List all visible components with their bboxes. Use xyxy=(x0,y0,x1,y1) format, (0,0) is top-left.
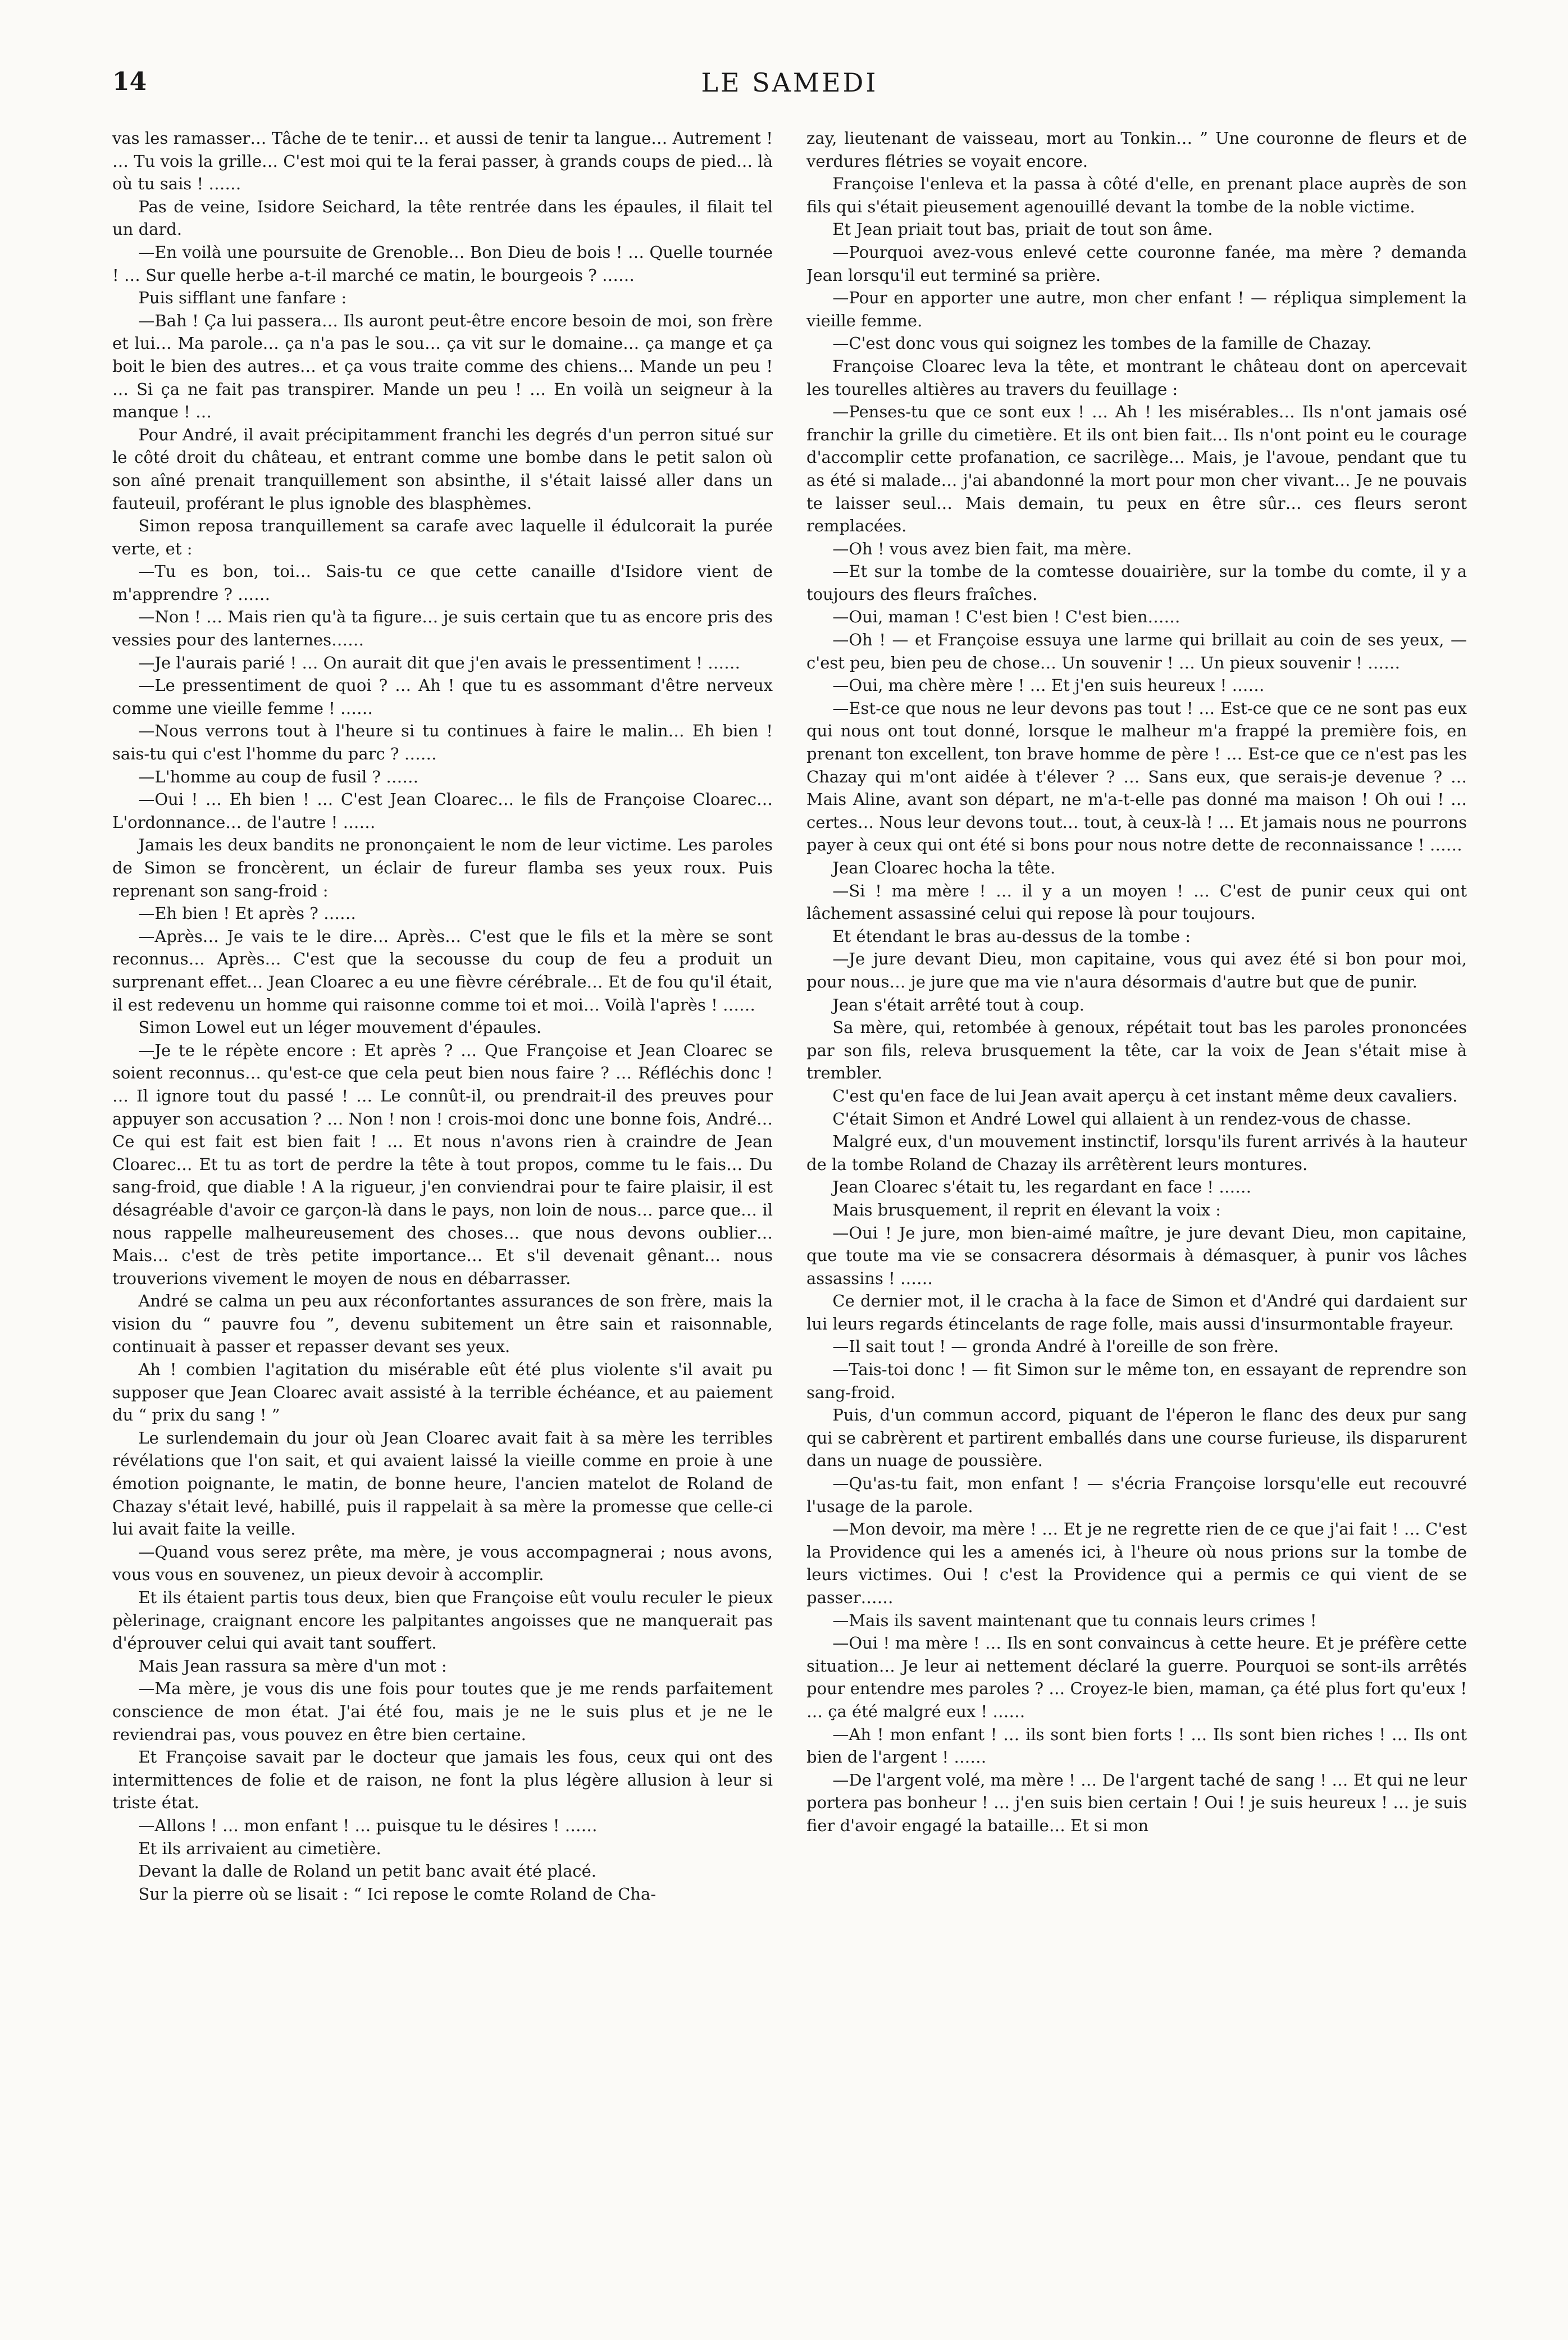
paragraph: —Tu es bon, toi… Sais-tu ce que cette canaille d'Isidore vient de m'apprendre ? …… xyxy=(112,562,773,604)
paragraph: Pour André, il avait précipitamment franchi les degrés d'un perron situé sur le côté droit du château, et entrant comme une bombe dans le petit salon où son aîné prenait tranquillement son absinthe, il s'était laissé aller dans un fauteuil, proférant le plus ignoble des blasphèmes. xyxy=(112,425,773,513)
paragraph: —Oui, maman ! C'est bien ! C'est bien…… xyxy=(832,607,1180,627)
paragraph: —Et sur la tombe de la comtesse douairière, sur la tombe du comte, il y a toujours des fleurs fraîches. xyxy=(806,562,1467,604)
paragraph: Sur la pierre où se lisait : “ Ici repose le comte Roland de Cha- xyxy=(138,1884,657,1904)
paragraph: —L'homme au coup de fusil ? …… xyxy=(138,767,419,786)
paragraph: —Oui ! Je jure, mon bien-aimé maître, je jure devant Dieu, mon capitaine, que toute ma vie se consacrera désormais à démasquer, à punir vos lâches assassins ! …… xyxy=(806,1223,1467,1288)
paragraph: zay, lieutenant de vaisseau, mort au Tonkin… ” Une couronne de fleurs et de verdures flétries se voyait encore. xyxy=(806,129,1467,171)
paragraph: Ah ! combien l'agitation du misérable eût été plus violente s'il avait pu supposer que Jean Cloarec avait assisté à la terrible échéance, et au paiement du “ prix du sang ! ” xyxy=(112,1360,773,1425)
paragraph: Devant la dalle de Roland un petit banc avait été placé. xyxy=(138,1861,597,1881)
paragraph: Malgré eux, d'un mouvement instinctif, lorsqu'ils furent arrivés à la hauteur de la tombe Roland de Chazay ils arrêtèrent leurs montures. xyxy=(806,1132,1467,1174)
page-header xyxy=(112,67,1467,101)
paragraph: —En voilà une poursuite de Grenoble… Bon Dieu de bois ! … Quelle tournée ! … Sur quelle herbe a-t-il marché ce matin, le bourgeois ? …… xyxy=(112,242,773,285)
paragraph: Et Françoise savait par le docteur que jamais les fous, ceux qui ont des intermittences de folie et de raison, ne font la plus légère allusion à leur si triste état. xyxy=(112,1747,773,1813)
paragraph: Ce dernier mot, il le cracha à la face de Simon et d'André qui dardaient sur lui leurs regards étincelants de rage folle, mais aussi d'insurmontable frayeur. xyxy=(806,1291,1467,1333)
paragraph: Sa mère, qui, retombée à genoux, répétait tout bas les paroles prononcées par son fils, releva brusquement la tête, car la voix de Jean s'était mise à trembler. xyxy=(806,1018,1467,1083)
right-column xyxy=(806,127,1467,2295)
paragraph: vas les ramasser… Tâche de te tenir… et aussi de tenir ta langue… Autrement ! … Tu vois la grille… C'est moi qui te la ferai passer, à grands coups de pied… là où tu sais ! …… xyxy=(112,129,773,194)
paragraph: Et ils arrivaient au cimetière. xyxy=(138,1838,381,1858)
paragraph: —C'est donc vous qui soignez les tombes de la famille de Chazay. xyxy=(832,334,1372,353)
paragraph: Françoise Cloarec leva la tête, et montrant le château dont on apercevait les tourelles altières au travers du feuillage : xyxy=(806,356,1467,399)
paragraph: —Je te le répète encore : Et après ? … Que Françoise et Jean Cloarec se soient reconnus… qu'est-ce que cela peut bien nous faire ? … Réfléchis donc ! … Il ignore tout du passé ! … Le connût-il, ou prendrait-il des preuves pour appuyer son accusation ? … Non ! non ! crois-moi donc une bonne fois, André… Ce qui est fait est bien fait ! … Et nous n'avons rien à craindre de Jean Cloarec… Et tu as tort de perdre la tête à tout propos, comme tu le fais… Du sang-froid, que diable ! A la rigueur, j'en conviendrai pour te faire plaisir, il est désagréable d'avoir ce garçon-là dans le pays, non loin de nous… parce que… il nous rappelle malheureusement des choses… que nous devons oublier… Mais… c'est de très petite importance… Et s'il devenait gênant… nous trouverions vivement le moyen de nous en débarrasser. xyxy=(112,1040,773,1288)
paragraph: —Qu'as-tu fait, mon enfant ! — s'écria Françoise lorsqu'elle eut recouvré l'usage de la parole. xyxy=(806,1474,1467,1516)
paragraph: —Pour en apporter une autre, mon cher enfant ! — répliqua simplement la vieille femme. xyxy=(806,288,1467,330)
paragraph: Et Jean priait tout bas, priait de tout son âme. xyxy=(832,220,1213,239)
paragraph: —Pourquoi avez-vous enlevé cette couronne fanée, ma mère ? demanda Jean lorsqu'il eut terminé sa prière. xyxy=(806,242,1467,285)
paragraph: —Tais-toi donc ! — fit Simon sur le même ton, en essayant de reprendre son sang-froid. xyxy=(806,1360,1467,1402)
paragraph: —Ma mère, je vous dis une fois pour toutes que je me rends parfaitement conscience de mon état. J'ai été fou, mais je ne le suis plus et je ne le reviendrai pas, vous pouvez en être bien certaine. xyxy=(112,1679,773,1744)
paragraph: —Si ! ma mère ! … il y a un moyen ! … C'est de punir ceux qui ont lâchement assassiné celui qui repose là pour toujours. xyxy=(806,881,1467,923)
paragraph: Pas de veine, Isidore Seichard, la tête rentrée dans les épaules, il filait tel un dard. xyxy=(112,197,773,239)
paragraph: Françoise l'enleva et la passa à côté d'elle, en prenant place auprès de son fils qui s'était pieusement agenouillé devant la tombe de la noble victime. xyxy=(806,174,1467,216)
paragraph: —Oui, ma chère mère ! … Et j'en suis heureux ! …… xyxy=(832,676,1265,695)
paragraph: —Mon devoir, ma mère ! … Et je ne regrette rien de ce que j'ai fait ! … C'est la Providence qui les a amenés ici, à l'heure où nous prions sur la tombe de leurs victimes. Oui ! c'est la Providence qui a permis ce qui vient de se passer…… xyxy=(806,1519,1467,1607)
paragraph: Jean s'était arrêté tout à coup. xyxy=(832,995,1085,1014)
paragraph: —Oui ! … Eh bien ! … C'est Jean Cloarec… le fils de Françoise Cloarec… L'ordonnance… de l'autre ! …… xyxy=(112,790,773,832)
paragraph: Jean Cloarec hocha la tête. xyxy=(832,858,1056,877)
paragraph: Et étendant le bras au-dessus de la tombe : xyxy=(832,926,1191,946)
paragraph: —Eh bien ! Et après ? …… xyxy=(138,904,357,923)
paragraph: —Oh ! — et Françoise essuya une larme qui brillait au coin de ses yeux, — c'est peu, bien peu de chose… Un souvenir ! … Un pieux souvenir ! …… xyxy=(806,630,1467,672)
paragraph: Simon Lowel eut un léger mouvement d'épaules. xyxy=(138,1018,542,1037)
paragraph: —Le pressentiment de quoi ? … Ah ! que tu es assommant d'être nerveux comme une vieille femme ! …… xyxy=(112,676,773,718)
paragraph: —Ah ! mon enfant ! … ils sont bien forts ! … Ils sont bien riches ! … Ils ont bien de l'argent ! …… xyxy=(806,1724,1467,1767)
paragraph: —Quand vous serez prête, ma mère, je vous accompagnerai ; nous avons, vous vous en souvenez, un pieux devoir à accomplir. xyxy=(112,1542,773,1585)
paragraph: —De l'argent volé, ma mère ! … De l'argent taché de sang ! … Et qui ne leur portera pas bonheur ! … j'en suis bien certain ! Oui ! je suis heureux ! … je suis fier d'avoir engagé la bataille… Et si mon xyxy=(806,1770,1467,1835)
paragraph: Jamais les deux bandits ne prononçaient le nom de leur victime. Les paroles de Simon se froncèrent, un éclair de fureur flamba ses yeux roux. Puis reprenant son sang-froid : xyxy=(112,835,773,900)
paragraph: —Non ! … Mais rien qu'à ta figure… je suis certain que tu as encore pris des vessies pour des lanternes…… xyxy=(112,607,773,650)
paragraph: C'est qu'en face de lui Jean avait aperçu à cet instant même deux cavaliers. xyxy=(832,1086,1458,1105)
paragraph: —Je jure devant Dieu, mon capitaine, vous qui avez été si bon pour moi, pour nous… je jure que ma vie n'aura désormais d'autre but que de punir. xyxy=(806,949,1467,991)
paragraph: Jean Cloarec s'était tu, les regardant en face ! …… xyxy=(832,1177,1252,1197)
article-columns xyxy=(112,127,1467,2295)
journal-title: LE SAMEDI xyxy=(701,67,878,98)
page-number: 14 xyxy=(112,67,147,96)
paragraph: —Bah ! Ça lui passera… Ils auront peut-être encore besoin de moi, son frère et lui… Ma parole… ça n'a pas le sou… ça vit sur le domaine… ça mange et ça boit le bien des autres… et ça vous traite comme des chiens… Mande un peu ! … Si ça ne fait pas transpirer. Mande un peu ! … En voilà un seigneur à la manque ! … xyxy=(112,311,773,422)
paragraph: —Allons ! … mon enfant ! … puisque tu le désires ! …… xyxy=(138,1815,598,1835)
paragraph: —Mais ils savent maintenant que tu connais leurs crimes ! xyxy=(832,1610,1317,1630)
paragraph: Mais brusquement, il reprit en élevant la voix : xyxy=(832,1200,1221,1219)
paragraph: —Il sait tout ! — gronda André à l'oreille de son frère. xyxy=(832,1337,1279,1356)
paragraph: —Je l'aurais parié ! … On aurait dit que j'en avais le pressentiment ! …… xyxy=(138,653,741,672)
paragraph: Le surlendemain du jour où Jean Cloarec avait fait à sa mère les terribles révélations que l'on sait, et qui avaient laissé la vieille comme en proie à une émotion poignante, le matin, de bonne heure, l'ancien matelot de Roland de Chazay s'était levé, habillé, puis il rappelait à sa mère la promesse que celle-ci lui avait faite la veille. xyxy=(112,1428,773,1539)
paragraph: —Nous verrons tout à l'heure si tu continues à faire le malin… Eh bien ! sais-tu qui c'est l'homme du parc ? …… xyxy=(112,721,773,764)
paragraph: —Oui ! ma mère ! … Ils en sont convaincus à cette heure. Et je préfère cette situation… Je leur ai nettement déclaré la guerre. Pourquoi se sont-ils arrêtés pour entendre mes paroles ? … Croyez-le bien, maman, ça été plus fort qu'eux ! … ça été malgré eux ! …… xyxy=(806,1633,1467,1721)
left-column xyxy=(112,127,773,2295)
paragraph: Puis, d'un commun accord, piquant de l'éperon le flanc des deux pur sang qui se cabrèrent et partirent emballés dans une course furieuse, ils disparurent dans un nuage de poussière. xyxy=(806,1405,1467,1471)
paragraph: Mais Jean rassura sa mère d'un mot : xyxy=(138,1656,447,1676)
paragraph: Et ils étaient partis tous deux, bien que Françoise eût voulu reculer le pieux pèlerinage, craignant encore les palpitantes angoisses que ne manquerait pas d'éprouver celui qui avait tant souffert. xyxy=(112,1588,773,1653)
paragraph: Puis sifflant une fanfare : xyxy=(138,288,347,308)
paragraph: —Penses-tu que ce sont eux ! … Ah ! les misérables… Ils n'ont jamais osé franchir la grille du cimetière. Et ils ont bien fait… Ils n'ont point eu le courage d'accomplir cette profanation, ce sacrilège… Mais, je l'avoue, pendant que tu as été si malade… j'ai abandonné la mort pour mon cher vivant… Je ne pouvais te laisser seul… Mais demain, tu peux en être sûr… ces fleurs seront remplacées. xyxy=(806,402,1467,536)
paragraph: C'était Simon et André Lowel qui allaient à un rendez-vous de chasse. xyxy=(832,1109,1411,1128)
paragraph: —Après… Je vais te le dire… Après… C'est que le fils et la mère se sont reconnus… Après… C'est que la secousse du coup de feu a produit un surprenant effet… Jean Cloarec a eu une fièvre cérébrale… Et de fou qu'il était, il est redevenu un homme qui raisonne comme toi et moi… Voilà l'après ! …… xyxy=(112,926,773,1014)
paragraph: —Est-ce que nous ne leur devons pas tout ! … Est-ce que ce ne sont pas eux qui nous ont tout donné, lorsque le malheur m'a frappé la première fois, en prenant ton excellent, ton brave homme de père ! … Est-ce que ce n'est pas les Chazay qui m'ont aidée à t'élever ? … Sans eux, que serais-je devenue ? … Mais Aline, avant son départ, ne m'a-t-elle pas donné ma maison ! Oh oui ! … certes… Nous leur devons tout… tout, à ceux-là ! … Et jamais nous ne pourrons payer à ceux qui ont été si bons pour nous notre dette de reconnaissance ! …… xyxy=(806,698,1467,855)
paragraph: —Oh ! vous avez bien fait, ma mère. xyxy=(832,539,1132,558)
paragraph: André se calma un peu aux réconfortantes assurances de son frère, mais la vision du “ pauvre fou ”, devenu subitement un être sain et raisonnable, continuait à passer et repasser devant ses yeux. xyxy=(112,1291,773,1356)
paragraph: Simon reposa tranquillement sa carafe avec laquelle il édulcorait la purée verte, et : xyxy=(112,516,773,558)
